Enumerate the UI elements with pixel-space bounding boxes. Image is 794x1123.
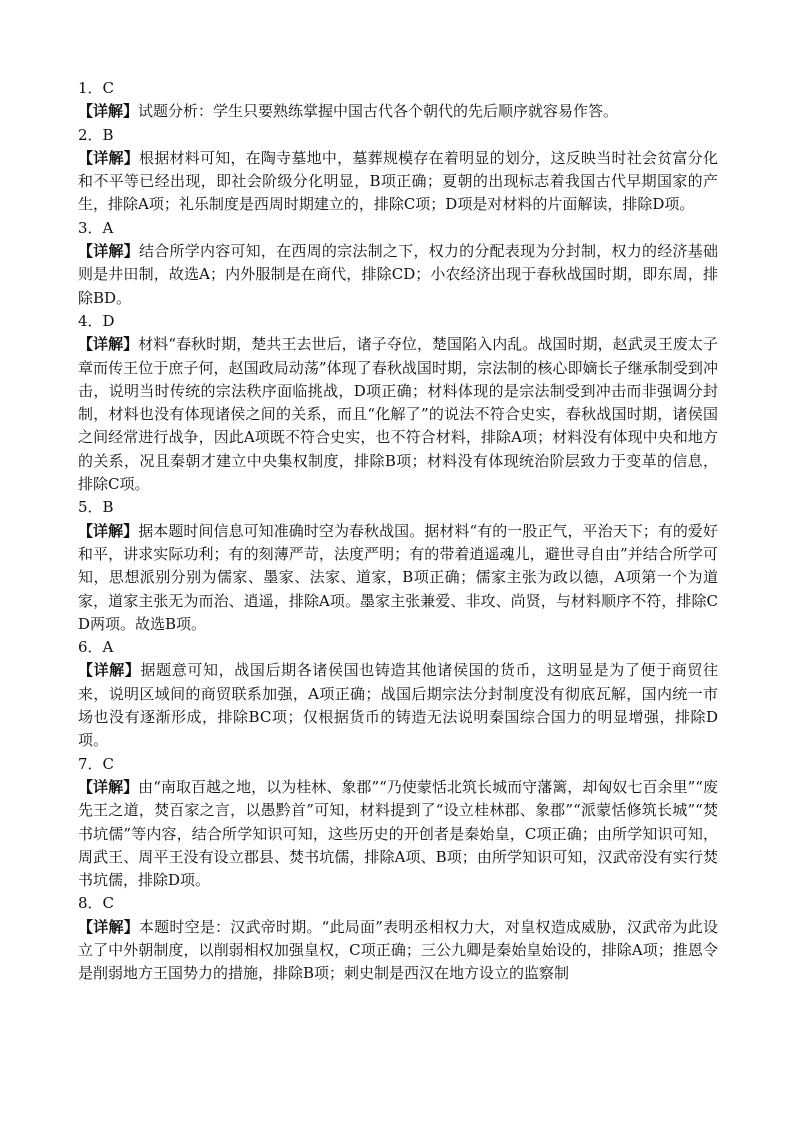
explanation-tag: 【详解】 <box>78 242 139 261</box>
explanation <box>78 916 718 986</box>
explanation-tag: 【详解】 <box>78 917 139 936</box>
explanation-text: 根据材料可知，在陶寺墓地中，墓葬规模存在着明显的划分，这反映当时社会贫富分化和不平等已经出现，即社会阶级分化明显，B项正确；夏朝的出现标志着我国古代早期国家的产生，排除A项；礼乐制度是西周时期建立的，排除C项；D项是对材料的片面解读，排除D项。 <box>78 148 718 214</box>
question-8 <box>78 892 718 985</box>
explanation <box>78 659 718 752</box>
question-5 <box>78 496 718 636</box>
question-3 <box>78 217 718 310</box>
explanation-tag: 【详解】 <box>78 102 139 121</box>
question-number: 7．C <box>78 754 115 773</box>
explanation <box>78 147 718 217</box>
explanation-text: 由“南取百越之地，以为桂林、象郡”“乃使蒙恬北筑长城而守藩篱，却匈奴七百余里”“废先王之道，焚百家之言，以愚黔首”可知，材料提到了“设立桂林郡、象郡”“派蒙恬修筑长城”“焚书坑儒”等内容，结合所学知识可知，这些历史的开创者是秦始皇，C项正确；由所学知识可知，周武王、周平王没有设立郡县、焚书坑儒，排除A项、B项；由所学知识可知，汉武帝没有实行焚书坑儒，排除D项。 <box>78 777 718 890</box>
explanation-tag: 【详解】 <box>78 521 139 540</box>
question-number: 1．C <box>78 79 115 97</box>
question-1 <box>78 77 718 124</box>
explanation <box>78 100 718 123</box>
question-number: 5．B <box>78 498 114 517</box>
question-number: 6．A <box>78 638 114 657</box>
question-number: 2．B <box>78 125 114 144</box>
explanation <box>78 333 718 496</box>
explanation-tag: 【详解】 <box>78 335 139 354</box>
question-4 <box>78 310 718 496</box>
explanation-tag: 【详解】 <box>78 777 139 796</box>
explanation-tag: 【详解】 <box>78 148 139 167</box>
question-number: 3．A <box>78 218 114 237</box>
explanation-text: 本题时空是：汉武帝时期。“此局面”表明丞相权力大，对皇权造成威胁，汉武帝为此设立了中外朝制度，以削弱相权加强皇权，C项正确；三公九卿是秦始皇始设的，排除A项；推恩令是削弱地方王国势力的措施，排除B项；刺史制是西汉在地方设立的监察制 <box>78 917 718 983</box>
explanation <box>78 240 718 310</box>
explanation-text: 据题意可知，战国后期各诸侯国也铸造其他诸侯国的货币，这明显是为了便于商贸往来，说明区域间的商贸联系加强，A项正确；战国后期宗法分封制度没有彻底瓦解，国内统一市场也没有逐渐形成，排除BC项；仅根据货币的铸造无法说明秦国综合国力的明显增强，排除D项。 <box>78 661 718 750</box>
explanation-tag: 【详解】 <box>78 661 141 680</box>
question-2 <box>78 124 718 217</box>
explanation-text: 试题分析：学生只要熟练掌握中国古代各个朝代的先后顺序就容易作答。 <box>138 102 619 121</box>
explanation-text: 结合所学内容可知，在西周的宗法制之下，权力的分配表现为分封制，权力的经济基础则是井田制，故选A；内外服制是在商代，排除CD；小农经济出现于春秋战国时期，即东周，排除BD。 <box>78 242 718 307</box>
explanation-text: 材料“春秋时期，楚共王去世后，诸子夺位，楚国陷入内乱。战国时期，赵武灵王废太子章而传王位于庶子何，赵国政局动荡”体现了春秋战国时期，宗法制的核心即嫡长子继承制受到冲击，说明当时传统的宗法秩序面临挑战，D项正确；材料体现的是宗法制受到冲击而非强调分封制，材料也没有体现诸侯之间的关系，而且“化解了”的说法不符合史实，春秋战国时期，诸侯国之间经常进行战争，因此A项既不符合史实，也不符合材料，排除A项；材料没有体现中央和地方的关系，况且秦朝才建立中央集权制度，排除B项；材料没有体现统治阶层致力于变革的信息，排除C项。 <box>78 335 718 494</box>
question-number: 8．C <box>78 894 115 913</box>
question-number: 4．D <box>78 311 115 330</box>
question-7 <box>78 753 718 893</box>
explanation <box>78 776 718 892</box>
answer-document <box>78 77 718 986</box>
explanation-text: 据本题时间信息可知准确时空为春秋战国。据材料“有的一股正气，平治天下；有的爱好和平，讲求实际功利；有的刻薄严苛，法度严明；有的带着逍遥魂儿，避世寻自由”并结合所学可知，思想派别分别为儒家、墨家、法家、道家，B项正确；儒家主张为政以德，A项第一个为道家，道家主张无为而治、逍遥，排除A项。墨家主张兼爱、非攻、尚贤，与材料顺序不符，排除CD两项。故选B项。 <box>78 521 718 633</box>
explanation <box>78 520 718 636</box>
question-6 <box>78 636 718 752</box>
